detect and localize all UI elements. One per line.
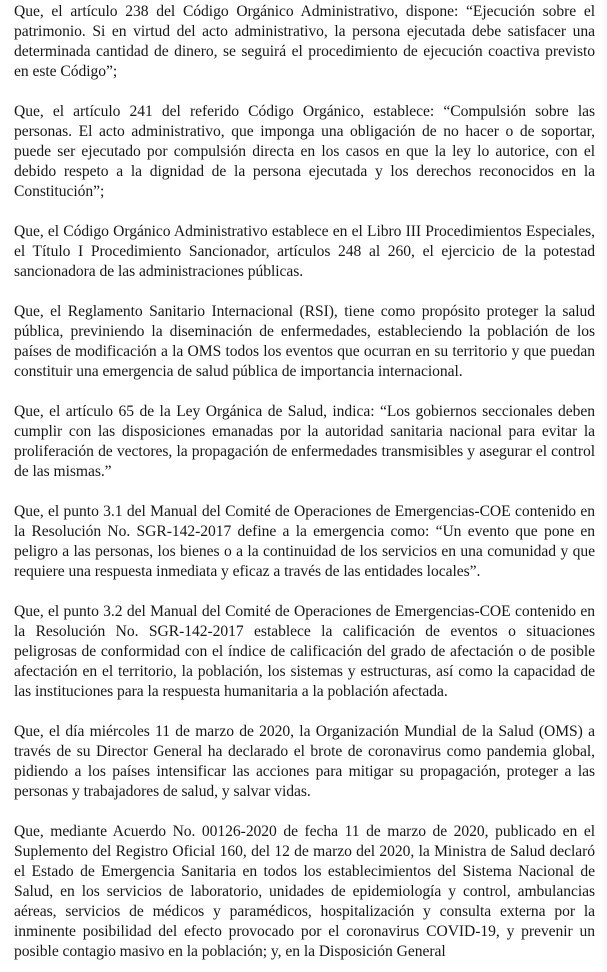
paragraph-article-65: Que, el artículo 65 de la Ley Orgánica de Salud, indica: “Los gobiernos seccionales deben cumplir con las disposiciones emanadas por la autoridad sanitaria nacional para evitar la proliferación de vectores, la propagación de enfermedades transmisibles y asegurar el control de las mismas.” xyxy=(14,403,595,480)
paragraph-acuerdo-00126: Que, mediante Acuerdo No. 00126-2020 de fecha 11 de marzo de 2020, publicado en el Suplemento del Registro Oficial 160, del 12 de marzo del 2020, la Ministra de Salud declaró el Estado de Emergencia Sanitaria en todos los establecimientos del Sistema Nacional de Salud, en los servicios de laboratorio, unidades de epidemiología y control, ambulancias aéreas, servicios de médicos y paramédicos, hospitalización y consulta externa por la inminente posibilidad del efecto provocado por el coronavirus COVID-19, y prevenir un posible contagio masivo en la población; y, en la Disposición General xyxy=(14,823,595,960)
paragraph-coe-3-2: Que, el punto 3.2 del Manual del Comité de Operaciones de Emergencias-COE contenido en la Resolución No. SGR-142-2017 establece la calificación de eventos o situaciones peligrosas de conformidad con el índice de calificación del grado de afectación o de posible afectación en el territorio, la población, los sistemas y estructuras, así como la capacidad de las instituciones para la respuesta humanitaria a la población afectada. xyxy=(14,603,595,700)
paragraph-article-241: Que, el artículo 241 del referido Código Orgánico, establece: “Compulsión sobre las personas. El acto administrativo, que imponga una obligación de no hacer o de soportar, puede ser ejecutado por compulsión directa en los casos en que la ley lo autorice, con el debido respeto a la dignidad de la persona ejecutada y los derechos reconocidos en la Constitución”; xyxy=(14,103,595,200)
paragraph-sanctioning-procedure: Que, el Código Orgánico Administrativo establece en el Libro III Procedimientos Especiales, el Título I Procedimiento Sancionador, artículos 248 al 260, el ejercicio de la potestad sancionadora de las administraciones públicas. xyxy=(14,223,595,280)
paragraph-rsi: Que, el Reglamento Sanitario Internacional (RSI), tiene como propósito proteger la salud pública, previniendo la diseminación de enfermedades, estableciendo la población de los países de modificación a la OMS todos los eventos que ocurran en su territorio y que puedan constituir una emergencia de salud pública de importancia internacional. xyxy=(14,303,595,380)
paragraph-coe-3-1: Que, el punto 3.1 del Manual del Comité de Operaciones de Emergencias-COE contenido en la Resolución No. SGR-142-2017 define a la emergencia como: “Un evento que pone en peligro a las personas, los bienes o a la continuidad de los servicios en una comunidad y que requiere una respuesta inmediata y eficaz a través de las entidades locales”. xyxy=(14,503,595,580)
paragraph-article-238: Que, el artículo 238 del Código Orgánico Administrativo, dispone: “Ejecución sobre el patrimonio. Si en virtud del acto administrativo, la persona ejecutada debe satisfacer una determinada cantidad de dinero, se seguirá el procedimiento de ejecución coactiva previsto en este Código”; xyxy=(14,3,595,80)
paragraph-oms-pandemic: Que, el día miércoles 11 de marzo de 2020, la Organización Mundial de la Salud (OMS) a través de su Director General ha declarado el brote de coronavirus como pandemia global, pidiendo a los países intensificar las acciones para mitigar su propagación, proteger a las personas y trabajadores de salud, y salvar vidas. xyxy=(14,723,595,800)
